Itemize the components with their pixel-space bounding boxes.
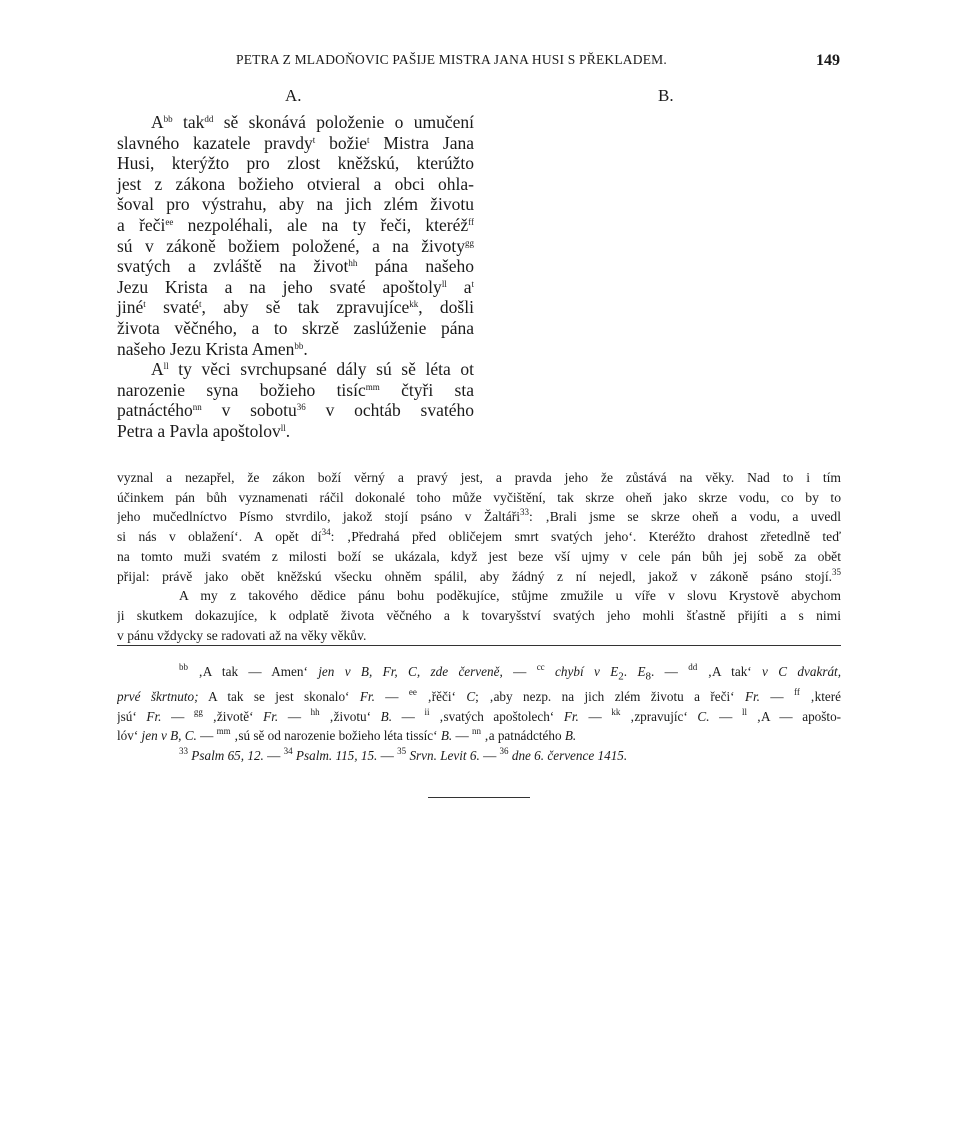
text-line: přijal: právě jako obět kněžskú všecku ohněm spálil, aby žádný z ní nejedl, jakož v zákoně psáno stojí.$^{35}$ bbox=[117, 566, 841, 584]
text-line: $A^{ll}$ ty věci svrchupsané dály sú sě léta ot bbox=[151, 359, 474, 380]
column-a-text bbox=[117, 112, 474, 442]
footnote-rule bbox=[117, 645, 841, 646]
text-line: svatých a zvláště na život$^{hh}$ pána našeho bbox=[117, 256, 474, 277]
text-line: patnáctého$^{nn}$ v sobotu$^{36}$ v ochtáb svatého bbox=[117, 400, 474, 421]
text-line: jiné$^t$ svaté$^t$, aby sě tak zpravujíce$^{kk}$, došli bbox=[117, 297, 474, 318]
text-line: Husi, kterýžto pro zlost kněžskú, kterúžto bbox=[117, 153, 474, 174]
text-line: sú v zákoně božiem položené, a na životy$^{gg}$ bbox=[117, 235, 474, 256]
text-line: narozenie syna božieho tisíc$^{mm}$ čtyři sta bbox=[117, 379, 474, 400]
text-line: v pánu vždycky se radovati až na věky věkův. bbox=[117, 627, 367, 643]
footnote-line: $^{bb}$ ‚A tak — Amen‘ jen v B, Fr, C, zde červeně, — $^{cc}$ chybí v $E_2$. $E_8$. — $^{dd}$ ‚A tak‘ v C dvakrát, bbox=[179, 662, 841, 683]
text-line: našeho Jezu Krista Amen$^{bb}$. bbox=[117, 338, 308, 359]
running-head: PETRA Z MLADOŇOVIC PAŠIJE MISTRA JANA HUSI S PŘEKLADEM. bbox=[236, 52, 667, 67]
footnote-line: jsú‘ Fr. — $^{gg}$ ‚životě‘ Fr. — $^{hh}$ ‚životu‘ B. — $^{ii}$ ‚svatých apoštolech‘ Fr. — $^{kk}$ ‚zpravujíc‘ C. — $^{ll}$ ‚A — apošto- bbox=[117, 706, 841, 724]
footnote-line: lóv‘ jen v B, C. — $^{mm}$ ‚sú sě od narozenie božieho léta tissíc‘ B. — $^{nn}$ ‚a patnádctého B. bbox=[117, 726, 577, 744]
text-line: $A^{bb}$ tak$^{dd}$ sě skonává položenie o umučení bbox=[151, 112, 474, 132]
footnote-line: prvé škrtnuto; A tak se jest skonalo‘ Fr. — $^{ee}$ ‚řěči‘ C; ‚aby nezp. na jich zlém životu a řeči‘ Fr. — $^{ff}$ ‚které bbox=[117, 687, 841, 705]
text-line: účinkem pán bůh vyznamenati ráčil dokonalé toho může vyčištění, tak skrze oheň jako skrze vodu, co by to bbox=[117, 489, 841, 505]
text-line: si nás v oblažení‘. A opět $dí^{34}$: ‚Předrahá před obličejem smrt svatých jeho‘. Kteréžto drahost zřetedlně teď bbox=[117, 527, 841, 545]
footnote-line: $^{33}$ Psalm 65, 12. — $^{34}$ Psalm. 115, 15. — $^{35}$ Srvn. Levit 6. — $^{36}$ dne 6. července 1415. bbox=[179, 746, 628, 764]
text-line: jest z zákona božieho otvieral a obci ohla- bbox=[117, 173, 474, 194]
end-rule bbox=[428, 797, 530, 798]
text-line: vyznal a nezapřel, že zákon boží věrný a pravý jest, a pravda jeho že zůstává na věky. Nad to i tím bbox=[117, 470, 841, 485]
text-line: A my z takového dědice pánu bohu poděkujíce, stůjme zmužile u víře v slovu Krystově abychom bbox=[179, 588, 841, 604]
column-b-label: B. bbox=[658, 86, 674, 105]
text-line: slavného kazatele pravdy$^t$ božie$^t$ Mistra Jana bbox=[117, 132, 474, 153]
text-line: jeho mučedlníctvo Písmo stvrdilo, jakož stojí psáno v Žaltáři$^{33}$: ‚Brali jsme se skrze oheň a vodu, a uvedl bbox=[117, 507, 841, 525]
text-line: Jezu Krista a na jeho svaté apoštoly$^{ll}$ $a^t$ bbox=[117, 276, 474, 297]
text-line: ji skutkem dokazujíce, k odplatě života věčného a k tovaryšství svatých jeho mohli šťastně přijíti a s nimi bbox=[117, 607, 841, 623]
text-line: života věčného, a to skrzě zaslúženie pána bbox=[117, 317, 474, 338]
text-line: na tomto muži svatém z milosti boží se ukázala, když jest beze vší ujmy v cele pán bůh jej sobě za obět bbox=[117, 548, 841, 564]
footnotes bbox=[117, 662, 841, 766]
text-line: šoval pro výstrahu, aby na jich zlém životu bbox=[117, 194, 474, 215]
page-number: 149 bbox=[816, 52, 840, 69]
text-line: a řeči$^{ee}$ nezpoléhali, ale na ty řeči, kteréž$^{ff}$ bbox=[117, 214, 474, 235]
text-line: Petra a Pavla apoštolov$^{ll}$. bbox=[117, 420, 291, 441]
column-a-label: A. bbox=[285, 86, 302, 105]
translation-paragraph bbox=[117, 468, 841, 645]
